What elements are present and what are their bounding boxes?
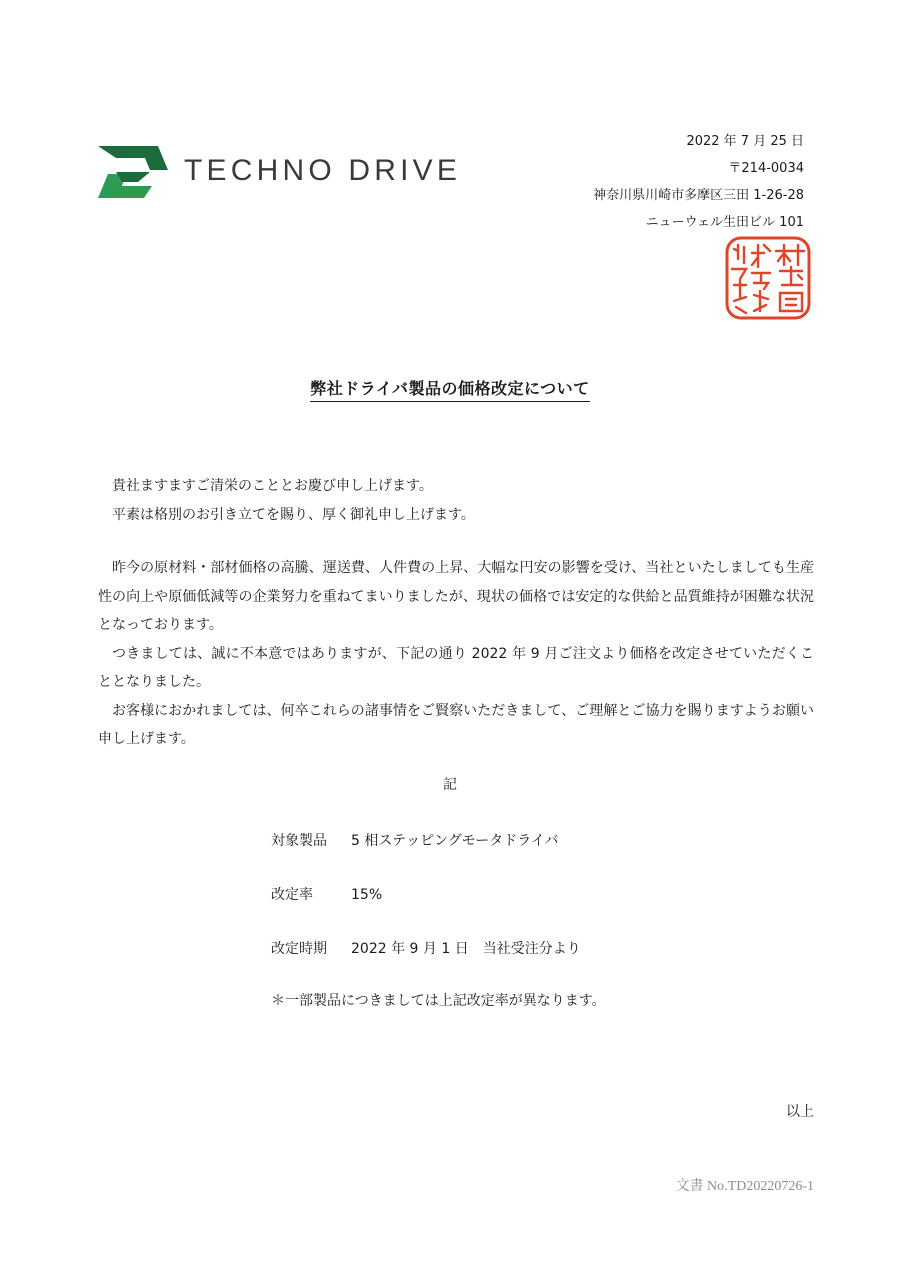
detail-label: 改定時期 xyxy=(271,941,327,957)
detail-value: 5 相ステッピングモータドライバ xyxy=(351,833,559,849)
greeting-1: 貴社ますますご清栄のこととお慶び申し上げます。 xyxy=(112,478,433,494)
closing-ijou: 以上 xyxy=(786,1104,814,1120)
document-title: 弊社ドライバ製品の価格改定について xyxy=(310,379,589,402)
letter-date: 2022 年 7 月 25 日 xyxy=(686,134,804,149)
greeting-2: 平素は格別のお引き立てを賜り、厚く御礼申し上げます。 xyxy=(112,506,475,523)
detail-label: 改定率 xyxy=(271,887,313,903)
detail-value: 2022 年 9 月 1 日 当社受注分より xyxy=(351,941,581,957)
ki-heading: 記 xyxy=(443,777,457,793)
letter-body xyxy=(98,472,814,754)
company-seal xyxy=(724,235,812,325)
company-logo xyxy=(98,146,503,198)
sender-block xyxy=(593,128,804,236)
exception-note: ＊一部製品につきましては上記改定率が異なります。 xyxy=(271,993,606,1009)
address-line-2: ニューウェル生田ビル 101 xyxy=(645,215,804,230)
detail-row-rate xyxy=(271,884,382,904)
logo-text: TECHNO DRIVE xyxy=(184,154,462,187)
postal-code: 〒214-0034 xyxy=(728,161,804,176)
document-title-wrap xyxy=(0,376,900,399)
body-paragraph-announcement: つきましては、誠に不本意ではありますが、下記の通り 2022 年 9 月ご注文より価格を改定させていただくこととなりました。 xyxy=(98,645,814,690)
address-line-1: 神奈川県川崎市多摩区三田 1-26-28 xyxy=(593,188,804,203)
document-number: 文書 No.TD20220726-1 xyxy=(675,1179,814,1194)
body-paragraph-reason: 昨今の原材料・部材価格の高騰、運送費、人件費の上昇、大幅な円安の影響を受け、当社といたしましても生産性の向上や原価低減等の企業努力を重ねてまいりましたが、現状の価格では安定的な供給と品質維持が困難な状況となっております。 xyxy=(98,560,814,633)
techno-drive-logo-icon xyxy=(98,146,170,198)
detail-value: 15% xyxy=(351,887,383,903)
seal-stamp-icon xyxy=(724,235,812,321)
detail-row-product xyxy=(271,830,559,850)
detail-label: 対象製品 xyxy=(271,833,327,849)
detail-row-timing xyxy=(271,938,581,958)
body-paragraph-request: お客様におかれましては、何卒これらの諸事情をご賢察いただきまして、ご理解とご協力を賜りますようお願い申し上げます。 xyxy=(98,702,814,747)
